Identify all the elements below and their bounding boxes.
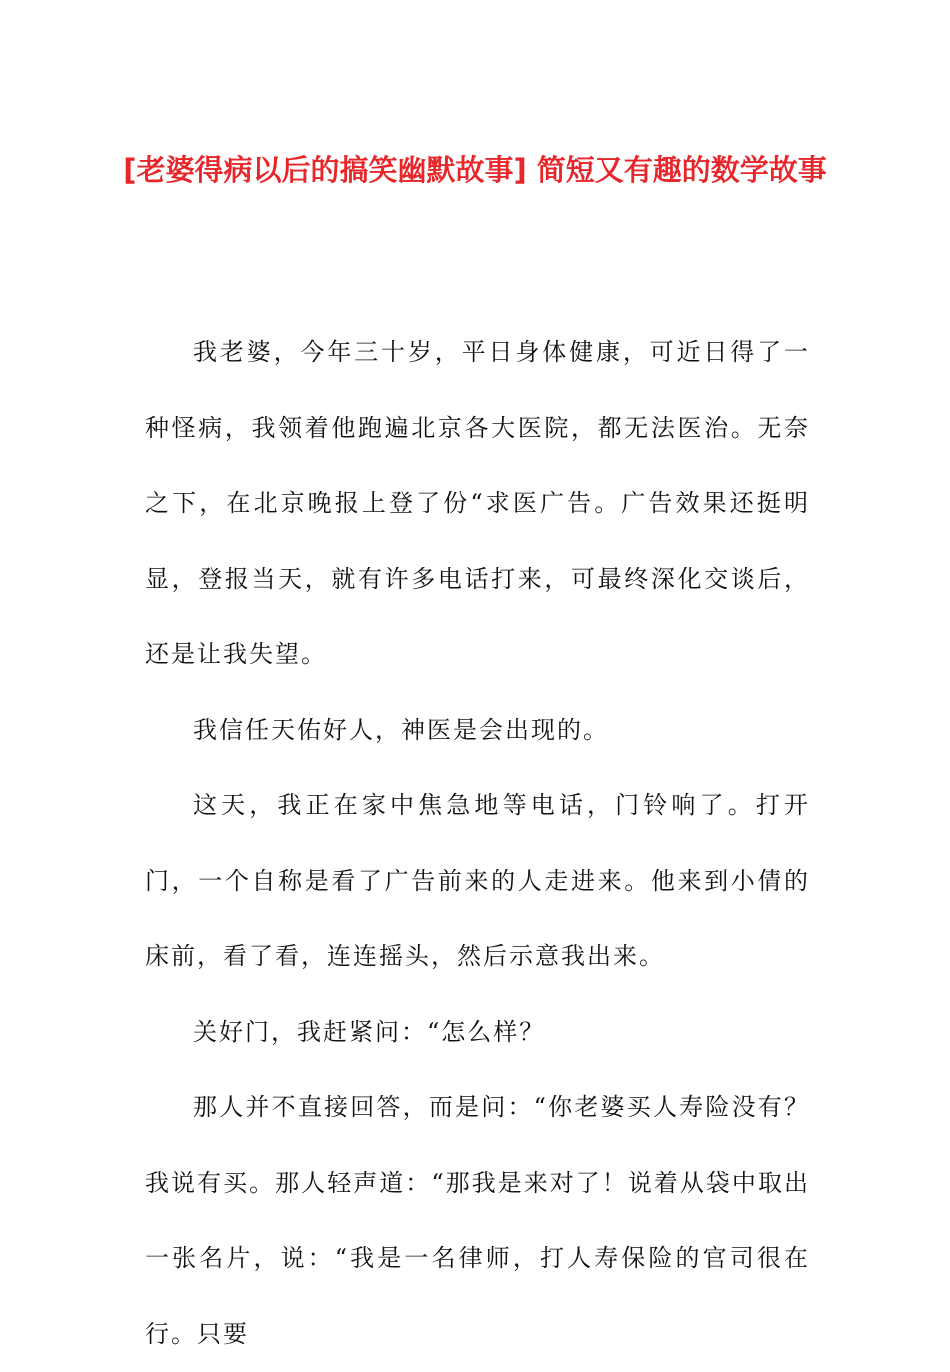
paragraph-5: 那人并不直接回答，而是问：“你老婆买人寿险没有？我说有买。那人轻声道：“那我是来对了！说着从袋中取出一张名片，说：“我是一名律师，打人寿保险的官司很在行。只要 (145, 1093, 810, 1348)
article-body (145, 315, 810, 1372)
paragraph-3: 这天，我正在家中焦急地等电话，门铃响了。打开门，一个自称是看了广告前来的人走进来。他来到小倩的床前，看了看，连连摇头，然后示意我出来。 (145, 791, 810, 970)
paragraph-2: 我信任天佑好人，神医是会出现的。 (193, 715, 609, 744)
page-title: [老婆得病以后的搞笑幽默故事] 简短又有趣的数学故事 (123, 153, 827, 187)
paragraph-4: 关好门，我赶紧问：“怎么样？ (193, 1017, 546, 1046)
paragraph-1: 我老婆，今年三十岁，平日身体健康，可近日得了一种怪病，我领着他跑遍北京各大医院，都无法医治。无奈之下，在北京晚报上登了份“求医广告。广告效果还挺明显，登报当天，就有许多电话打来，可最终深化交谈后，还是让我失望。 (145, 338, 810, 668)
